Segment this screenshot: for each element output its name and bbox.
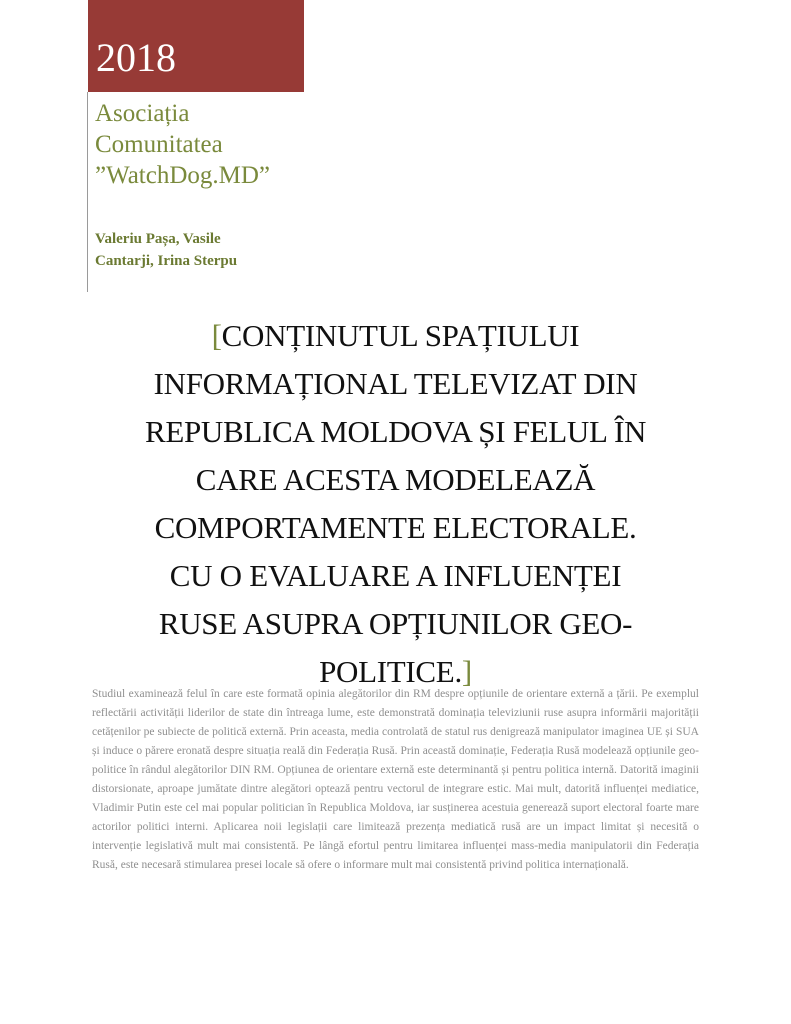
document-title xyxy=(60,312,731,696)
organization-line: ”WatchDog.MD” xyxy=(95,162,271,189)
title-line: RUSE ASUPRA OPȚIUNILOR GEO- xyxy=(158,606,633,641)
sidebar-divider xyxy=(87,92,88,292)
organization-line: Asociația xyxy=(95,100,190,127)
title-line: CU O EVALUARE A INFLUENȚEI xyxy=(169,558,622,593)
author-line: Valeriu Pașa, Vasile xyxy=(95,231,221,247)
title-line-text: CONȚINUTUL SPAȚIULUI xyxy=(221,318,580,353)
organization-name xyxy=(95,98,335,191)
abstract-paragraph: Studiul examinează felul în care este formată opinia alegătorilor din RM despre opțiunile de orientare externă a țării. Pe exemplul reflectării activității liderilor de state din întreaga lume, este demonstrată dominația televiziunii ruse asupra informării majorității cetățenilor pe subiecte de politică externă. Prin aceasta, media controlată de statul rus denigrează manipulator imaginea UE și SUA și induce o părere eronată despre situația reală din Federația Rusă. Prin această dominație, Federația Rusă modelează opțiunile geo-politice în rândul alegătorilor DIN RM. Opțiunea de orientare externă este determinantă și pentru politica internă. Datorită imaginii distorsionate, aproape jumătate dintre alegători optează pentru vectorul de integrare estic. Mai mult, datorită influenței mediatice, Vladimir Putin este cel mai popular politician în Republica Moldova, iar susținerea acestuia generează suport electoral foarte mare actorilor politici interni. Aplicarea noii legislații care limitează prezența mediatică rusă are un impact limitat și necesită o intervenție legislativă mult mai consistentă. Pe lângă efortul pentru limitarea influenței mass-media manipulatorii din Federația Rusă, este necesară stimularea presei locale să ofere o informare mult mai consistentă privind politica internațională. xyxy=(92,688,699,871)
organization-line: Comunitatea xyxy=(95,131,223,158)
title-close-bracket: ] xyxy=(461,654,472,689)
title-line: INFORMAȚIONAL TELEVIZAT DIN xyxy=(153,366,638,401)
title-line: REPUBLICA MOLDOVA ȘI FELUL ÎN xyxy=(144,414,647,449)
title-open-bracket: [ xyxy=(211,318,222,353)
year-block xyxy=(88,0,304,92)
title-line: CARE ACESTA MODELEAZĂ xyxy=(195,462,596,497)
title-line: COMPORTAMENTE ELECTORALE. xyxy=(154,510,637,545)
authors xyxy=(95,228,325,272)
author-line: Cantarji, Irina Sterpu xyxy=(95,253,238,269)
title-line xyxy=(60,312,731,360)
year-label: 2018 xyxy=(96,35,176,80)
title-line-text: POLITICE. xyxy=(319,654,462,689)
